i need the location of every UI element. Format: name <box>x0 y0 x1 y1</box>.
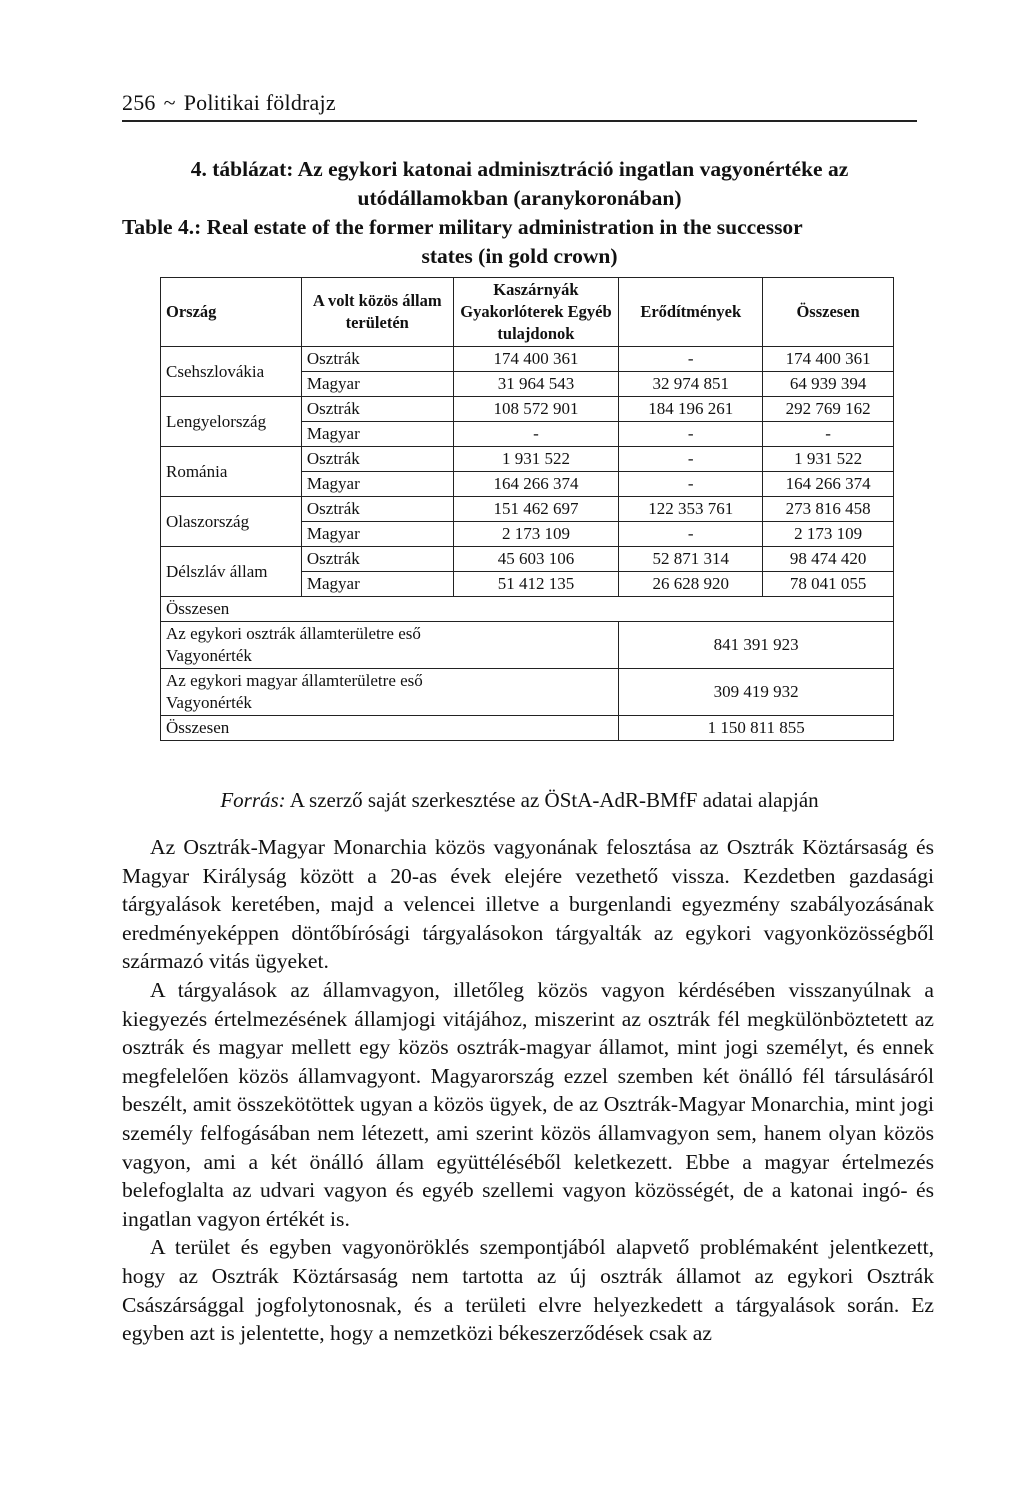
total-cell: 273 816 458 <box>763 497 894 522</box>
header-barracks: Kaszárnyák Gyakorlóterek Egyéb tulajdonok <box>453 278 619 347</box>
summary-value: 841 391 923 <box>619 622 894 669</box>
running-title: Politikai földrajz <box>183 90 336 115</box>
fortifications-cell: 26 628 920 <box>619 572 763 597</box>
table-caption <box>122 155 917 271</box>
state-cell: Osztrák <box>301 347 453 372</box>
table-row <box>161 347 894 372</box>
barracks-cell: 31 964 543 <box>453 372 619 397</box>
header-country: Ország <box>161 278 302 347</box>
state-cell: Osztrák <box>301 497 453 522</box>
country-cell: Olaszország <box>161 497 302 547</box>
total-cell: 2 173 109 <box>763 522 894 547</box>
total-cell: - <box>763 422 894 447</box>
header-state: A volt közös állam területén <box>301 278 453 347</box>
grand-total-value: 1 150 811 855 <box>619 716 894 741</box>
barracks-cell: 51 412 135 <box>453 572 619 597</box>
total-cell: 98 474 420 <box>763 547 894 572</box>
fortifications-cell: 52 871 314 <box>619 547 763 572</box>
paragraph: A tárgyalások az államvagyon, illetőleg közös vagyon kérdésében visszanyúlnak a kiegyezés értelmezésének államjogi vitájához, miszerint az osztrák fél megkülönböztetett az osztrák és magyar mellett egy közös osztrák-magyar államot, mint jogi személyt, és ennek megfelelően közös államvagyont. Magyarország ezzel szemben két önálló fél társulásáról beszélt, amit összekötöttek ugyan a közös ügyek, de az Osztrák-Magyar Monarchia, mint jogi személy felfogásában nem létezett, ami szerint közös államvagyon sem, hanem olyan közös vagyon, ami a két önálló állam együttéléséből keletkezett. Ebbe a magyar értelmezés belefoglalta az udvari vagyon és egyéb szellemi vagyon közösségét, de a katonai ingó- és ingatlan vagyon értékét is. <box>122 977 934 1231</box>
state-cell: Magyar <box>301 522 453 547</box>
state-cell: Osztrák <box>301 397 453 422</box>
table-header-row <box>161 278 894 347</box>
source-text: A szerző saját szerkesztése az ÖStA-AdR-BMfF adatai alapján <box>289 788 819 812</box>
country-cell: Lengyelország <box>161 397 302 447</box>
summary-label <box>161 622 619 669</box>
summary-label-line1: Az egykori magyar államterületre eső <box>166 671 423 690</box>
total-cell: 1 931 522 <box>763 447 894 472</box>
summary-title-row <box>161 597 894 622</box>
summary-value: 309 419 932 <box>619 669 894 716</box>
state-cell: Magyar <box>301 372 453 397</box>
table-row <box>161 447 894 472</box>
state-cell: Magyar <box>301 472 453 497</box>
fortifications-cell: 184 196 261 <box>619 397 763 422</box>
fortifications-cell: 32 974 851 <box>619 372 763 397</box>
barracks-cell: 45 603 106 <box>453 547 619 572</box>
caption-en-line2: states (in gold crown) <box>421 244 618 268</box>
barracks-cell: 2 173 109 <box>453 522 619 547</box>
grand-total-row <box>161 716 894 741</box>
caption-hu-line2: utódállamokban (aranykoronában) <box>357 186 682 210</box>
fortifications-cell: - <box>619 472 763 497</box>
state-cell: Osztrák <box>301 447 453 472</box>
fortifications-cell: - <box>619 447 763 472</box>
paragraph: A terület és egyben vagyonöröklés szempontjából alapvető problémaként jelentkezett, hogy az Osztrák Köztársaság nem tartotta az új osztrák államot az egykori Osztrák Császársággal jogfolytonosnak, és a területi elvre helyezkedett a tárgyalások során. Ez egyben azt is jelentette, hogy a nemzetközi békeszerződések csak az <box>122 1235 934 1346</box>
table-row <box>161 547 894 572</box>
country-cell: Délszláv állam <box>161 547 302 597</box>
real-estate-table <box>160 277 894 741</box>
fortifications-cell: - <box>619 522 763 547</box>
summary-label-line2: Vagyonérték <box>166 646 252 665</box>
table-row <box>161 397 894 422</box>
fortifications-cell: - <box>619 422 763 447</box>
total-cell: 292 769 162 <box>763 397 894 422</box>
summary-title: Összesen <box>161 597 894 622</box>
summary-label-line1: Az egykori osztrák államterületre eső <box>166 624 421 643</box>
running-header <box>122 88 917 122</box>
total-cell: 174 400 361 <box>763 347 894 372</box>
barracks-cell: 164 266 374 <box>453 472 619 497</box>
barracks-cell: 1 931 522 <box>453 447 619 472</box>
country-cell: Románia <box>161 447 302 497</box>
state-cell: Magyar <box>301 422 453 447</box>
caption-en-line1: Table 4.: Real estate of the former military administration in the successor <box>122 215 803 239</box>
country-cell: Csehszlovákia <box>161 347 302 397</box>
paragraph: Az Osztrák-Magyar Monarchia közös vagyonának felosztása az Osztrák Köztársaság és Magyar Királyság között a 20-as évek elejére vezethető vissza. Kezdetben gazdasági tárgyalások keretében, majd a velencei illetve a burgenlandi egyezmény szabályozásának eredményeképpen döntőbírósági tárgyalásokon tárgyalták az egykori vagyonközösségből származó vitás ügyeket. <box>122 835 934 974</box>
barracks-cell: 174 400 361 <box>453 347 619 372</box>
summary-label-line2: Vagyonérték <box>166 693 252 712</box>
fortifications-cell: 122 353 761 <box>619 497 763 522</box>
state-cell: Magyar <box>301 572 453 597</box>
caption-en <box>122 213 917 271</box>
summary-row <box>161 669 894 716</box>
summary-row <box>161 622 894 669</box>
total-cell: 164 266 374 <box>763 472 894 497</box>
header-separator: ~ <box>163 90 176 115</box>
grand-total-label: Összesen <box>161 716 619 741</box>
body-text <box>122 833 934 1348</box>
fortifications-cell: - <box>619 347 763 372</box>
barracks-cell: 151 462 697 <box>453 497 619 522</box>
header-fortifications: Erődítmények <box>619 278 763 347</box>
caption-hu-line1: 4. táblázat: Az egykori katonai adminisztráció ingatlan vagyonértéke az <box>190 157 849 181</box>
total-cell: 64 939 394 <box>763 372 894 397</box>
state-cell: Osztrák <box>301 547 453 572</box>
header-total: Összesen <box>763 278 894 347</box>
barracks-cell: 108 572 901 <box>453 397 619 422</box>
source-label: Forrás: <box>220 788 286 812</box>
table-row <box>161 497 894 522</box>
total-cell: 78 041 055 <box>763 572 894 597</box>
source-note <box>122 785 917 815</box>
page-number: 256 <box>122 90 156 115</box>
barracks-cell: - <box>453 422 619 447</box>
summary-label <box>161 669 619 716</box>
